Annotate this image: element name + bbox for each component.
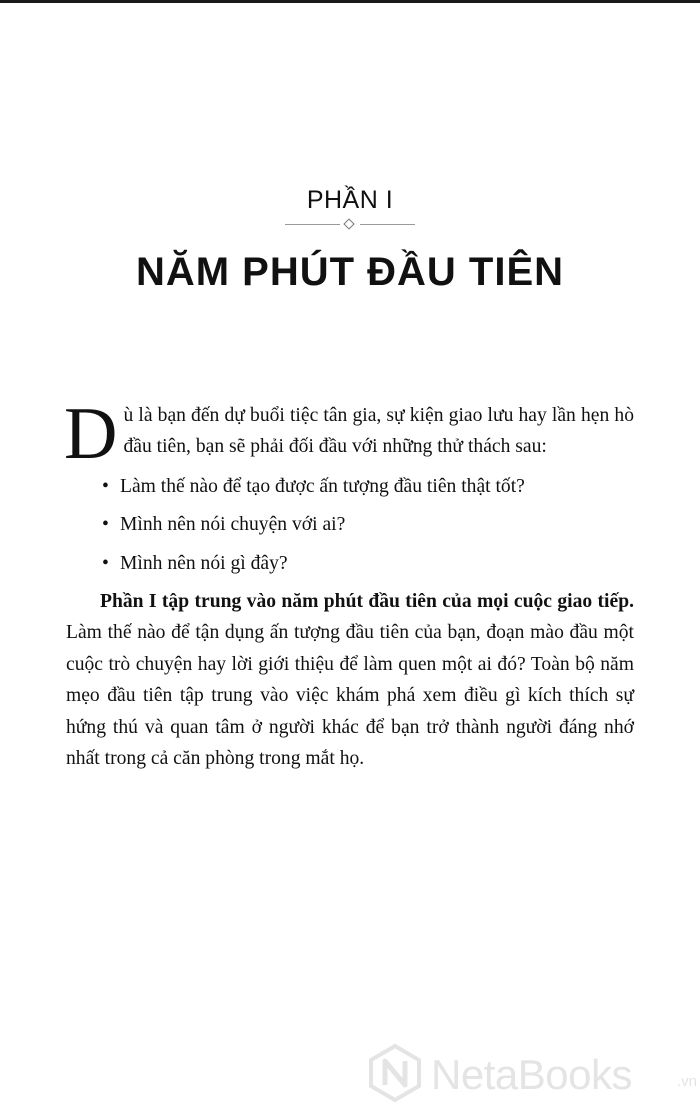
bullet-icon: • xyxy=(102,552,109,574)
netabooks-logo-icon xyxy=(365,1043,425,1103)
summary-bold-lead: Phần I tập trung vào năm phút đầu tiên của mọi cuộc giao tiếp. xyxy=(100,591,634,613)
watermark-suffix: .vn xyxy=(677,1073,698,1090)
watermark xyxy=(365,1043,700,1113)
list-item xyxy=(66,509,634,540)
intro-paragraph xyxy=(64,393,634,475)
divider-line-left xyxy=(285,224,340,225)
drop-cap: D xyxy=(64,393,118,475)
body-text xyxy=(64,393,634,774)
bullet-icon: • xyxy=(102,475,109,497)
list-item-text: Mình nên nói chuyện với ai? xyxy=(120,514,346,536)
list-item xyxy=(66,471,634,502)
watermark-text: NetaBooks xyxy=(431,1051,632,1098)
part-title: NĂM PHÚT ĐẦU TIÊN xyxy=(135,250,565,294)
list-item xyxy=(66,548,634,579)
summary-paragraph xyxy=(66,586,634,774)
diamond-icon xyxy=(343,218,354,229)
list-item-text: Mình nên nói gì đây? xyxy=(120,552,288,574)
divider-line-right xyxy=(360,224,415,225)
top-border xyxy=(0,0,700,3)
part-label: PHẦN I xyxy=(306,186,394,214)
ornament-divider xyxy=(285,217,415,231)
bullet-icon: • xyxy=(102,514,109,536)
summary-text: Làm thế nào để tận dụng ấn tượng đầu tiên của bạn, đoạn mào đầu một cuộc trò chuyện hay lời giới thiệu để làm quen một ai đó? Toàn bộ năm mẹo đầu tiên tập trung vào việc khám phá xem điều gì kích thích sự hứng thú và quan tâm ở người khác để bạn trở thành người đáng nhớ nhất trong cả căn phòng trong mắt họ. xyxy=(66,622,634,770)
bullet-list xyxy=(66,471,634,579)
intro-text: ù là bạn đến dự buổi tiệc tân gia, sự kiện giao lưu hay lần hẹn hò đầu tiên, bạn sẽ phải đối đầu với những thử thách sau: xyxy=(123,405,634,458)
list-item-text: Làm thế nào để tạo được ấn tượng đầu tiên thật tốt? xyxy=(120,475,525,497)
